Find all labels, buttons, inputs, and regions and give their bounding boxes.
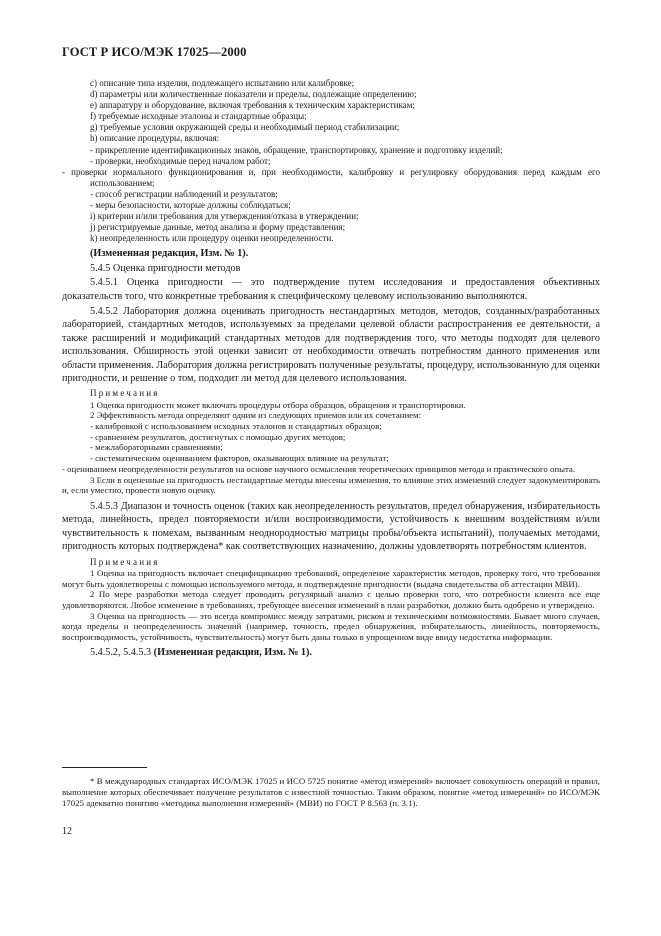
note-item: 1 Оценка на пригодность включает специфицикацию требований, определение характеристик методов, проверку того, что требования могут быть удовлетворены с помощью используемого метода, и подтверждение пригодности (выдача свидетельства об аттестации МВИ). — [62, 567, 600, 589]
sub-list-item: - меры безопасности, которые должны соблюдаться; — [90, 200, 291, 211]
list-item: e) аппаратуру и оборудование, включая требования к техническим характеристикам; — [90, 100, 415, 111]
note-item: 2 По мере разработки метода следует проводить регулярный анализ с целью проверки того, что потребности клиента все еще удовлетворяются. Любое изменение в требованиях, требующее внесения изменений в план разработки, должно быть одобрено и утверждено. — [62, 589, 600, 610]
note-item: 3 Если в оцененные на пригодность нестандартные методы внесены изменения, то влияние этих изменений следует задокументировать и, если уместно, провести новую оценку. — [62, 474, 600, 496]
sub-list-item: - прикрепление идентификационных знаков, обращение, транспортировку, хранение и подготовку изделий; — [90, 144, 503, 155]
list-item: k) неопределенность или процедуру оценки неопределенности. — [90, 233, 334, 244]
note-sub-item: - сравнением результатов, достигнутых с помощью других методов; — [90, 431, 346, 442]
note-item: 3 Оценка на пригодность — это всегда компромисс между затратами, риском и техническими возможностями. Бывает много случаев, когда пределы и неопределенность значений (например, точность, предел обнаружения, избирательность, линейность, повторяемость, воспроизводимость, устойчивость, чувствительность) могут быть даны только в упрощенном виде ввиду недостатка информации. — [62, 610, 600, 643]
final-edit-text: (Измененная редакция, Изм. № 1). — [153, 646, 312, 658]
sub-list-item: - проверки, необходимые перед началом работ; — [90, 155, 271, 166]
document-header: ГОСТ Р ИСО/МЭК 17025—2000 — [62, 45, 247, 59]
list-item: i) критерии и/или требования для утверждения/отказа в утверждении; — [90, 211, 359, 222]
note-item: 1 Оценка пригодности может включать процедуры отбора образцов, обращения и транспортировки. — [90, 399, 466, 410]
note-sub-item: - систематическим оцениванием факторов, оказывающих влияние на результат; — [90, 453, 389, 464]
note-sub-item: - калибровкой с использованием исходных эталонов и стандартных образцов; — [90, 421, 382, 432]
footnote: * В международных стандартах ИСО/МЭК 17025 и ИСО 5725 понятие «метод измерений» включает совокупность операций и правил, выполнение которых обеспечивает получение результатов с известной точностью. Таким образом, понятие «метод измерений» по ИСО/МЭК 17025 адекватно понятию «методика выполнения измерений» (МВИ) по ГОСТ Р 8.563 (п. 3.1). — [62, 776, 600, 808]
edition-note-text: (Измененная редакция, Изм. № 1). — [90, 248, 249, 260]
list-item: c) описание типа изделия, подлежащего испытанию или калибровке; — [90, 78, 355, 88]
page-number: 12 — [62, 826, 72, 837]
footnote-divider — [62, 767, 147, 768]
document-body — [62, 78, 600, 659]
sub-list-item: - проверки нормального функционирования и, при необходимости, калибровку и регулировку оборудования перед каждым его использованием; — [62, 166, 600, 188]
note-sub-item: - межлабораторными сравнениями; — [90, 442, 223, 453]
section-title: 5.4.5 Оценка пригодности методов — [90, 262, 241, 274]
note-item: 2 Эффективность метода определяют одним из следующих приемов или их сочетанием: — [90, 410, 422, 421]
notes-heading: Примечания — [90, 388, 160, 399]
sub-list-item: - способ регистрации наблюдений и результатов; — [90, 188, 278, 199]
final-edition-note — [62, 646, 600, 659]
paragraph-5-4-5-2: 5.4.5.2 Лаборатория должна оценивать пригодность нестандартных методов, методов, созданных/разработанных лабораторией, стандартных методов, используемых за пределами целевой области распространения ее деятельности, а также расширений и модификаций стандартных методов для подтверждения того, что методы подходят для целевого использования. Обширность этой оценки зависит от необходимости отвечать потребностям данного применения или области применения. Лаборатория должна регистрировать полученные результаты, процедуру, использованную для оценки пригодности, и решение о том, подходит ли метод для целевого использования. — [62, 306, 600, 385]
list-item: g) требуемые условия окружающей среды и необходимый период стабилизации; — [90, 122, 400, 133]
list-item: f) требуемые исходные эталоны и стандартные образцы; — [90, 111, 307, 122]
note-sub-item: - оцениванием неопределенности результатов на основе научного осмысления теоретических принципов метода и практического опыта. — [62, 463, 576, 474]
list-item: d) параметры или количественные показатели и пределы, подлежащие определению; — [90, 89, 417, 100]
paragraph-5-4-5-1: 5.4.5.1 Оценка пригодности — это подтверждение путем исследования и предоставления объективных доказательств того, что конкретные требования к специфическому целевому использованию выполняются. — [62, 277, 600, 302]
paragraph-5-4-5-3: 5.4.5.3 Диапазон и точность оценок (таких как неопределенность результатов, предел обнаружения, избирательность метода, линейность, предел повторяемости и/или воспроизводимости, устойчивость к внешним воздействиям и/или чувствительность к помехам, вызванным неоднородностью матрицы пробы/объекта испытаний), получаемых методами, пригодность которых подтверждена* как соответствующих назначению, должны удовлетворять потребностям клиентов. — [62, 501, 600, 553]
final-ref: 5.4.5.2, 5.4.5.3 — [90, 646, 152, 658]
list-item: j) регистрируемые данные, метод анализа и форму представления; — [90, 222, 346, 233]
list-item: h) описание процедуры, включая: — [90, 133, 220, 144]
notes-heading: Примечания — [90, 556, 160, 567]
edition-note — [62, 247, 600, 260]
